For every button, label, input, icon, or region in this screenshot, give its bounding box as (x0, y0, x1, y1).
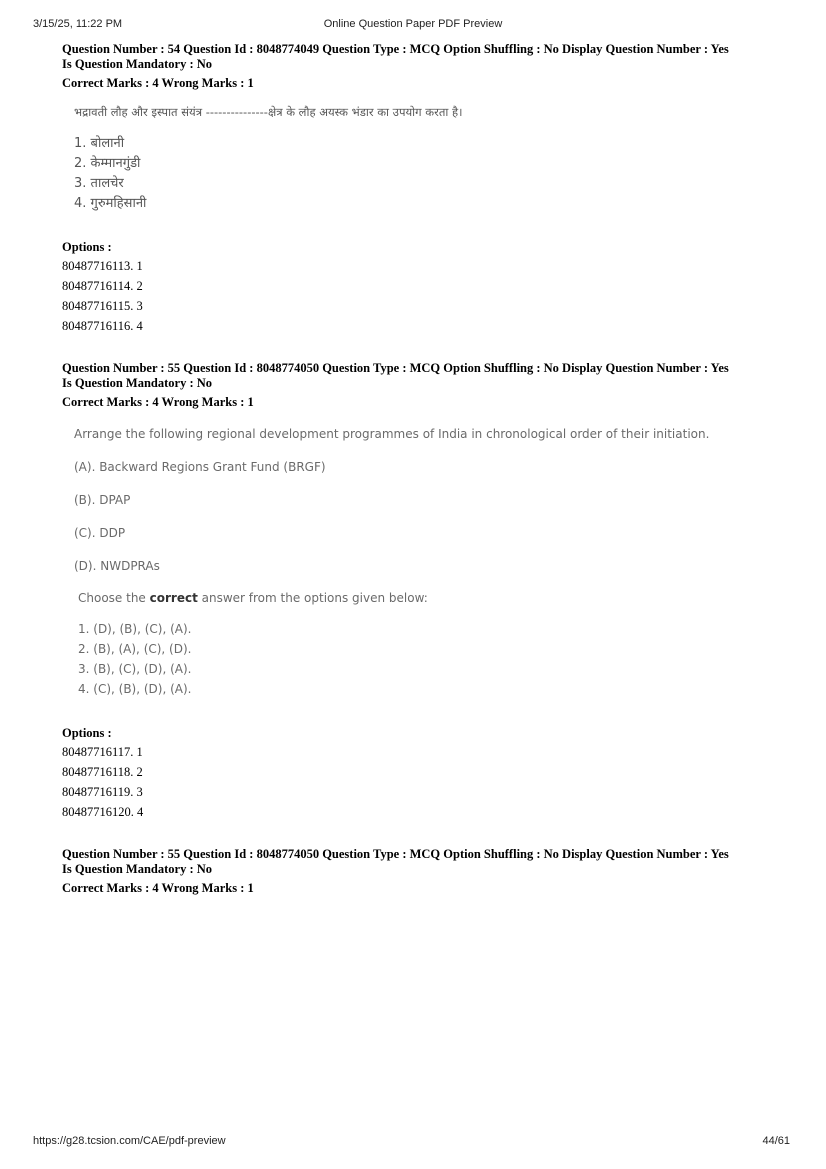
instruction-text: Choose the (78, 591, 150, 605)
page-number: 44/61 (762, 1135, 790, 1147)
question-mandatory-line: Is Question Mandatory : No (62, 376, 213, 390)
document-body (62, 42, 792, 896)
options-label: Options : (62, 240, 112, 254)
question-55-options (62, 724, 792, 822)
choice-list (74, 134, 792, 214)
question-mandatory-line: Is Question Mandatory : No (62, 862, 213, 876)
options-label: Options : (62, 726, 112, 740)
statement-item: (A). Backward Regions Grant Fund (BRGF) (74, 460, 326, 474)
option-id-row: 80487716118. 2 (62, 765, 143, 779)
choice-item: 2. केम्मानगुंडी (74, 156, 141, 171)
question-marks-line: Correct Marks : 4 Wrong Marks : 1 (62, 76, 254, 90)
question-55-repeat-meta (62, 847, 792, 896)
statement-item: (D). NWDPRAs (74, 559, 160, 573)
choice-item: 3. (B), (C), (D), (A). (78, 662, 192, 676)
statement-item: (C). DDP (74, 526, 126, 540)
question-meta-line: Question Number : 55 Question Id : 8048774050 Question Type : MCQ Option Shuffling : No Display Question Number : Yes (62, 361, 729, 375)
print-datetime: 3/15/25, 11:22 PM (33, 18, 123, 30)
option-id-row: 80487716119. 3 (62, 785, 143, 799)
question-54-meta (62, 42, 792, 91)
choice-item: 1. (D), (B), (C), (A). (78, 622, 192, 636)
option-id-row: 80487716120. 4 (62, 805, 144, 819)
choice-item: 1. बोलानी (74, 136, 125, 151)
question-meta-line: Question Number : 55 Question Id : 8048774050 Question Type : MCQ Option Shuffling : No Display Question Number : Yes (62, 847, 729, 861)
choose-instruction (78, 591, 792, 605)
choice-list (78, 619, 792, 699)
statement-item: (B). DPAP (74, 493, 131, 507)
option-id-row: 80487716117. 1 (62, 745, 143, 759)
question-marks-line: Correct Marks : 4 Wrong Marks : 1 (62, 881, 254, 895)
option-id-row: 80487716115. 3 (62, 299, 143, 313)
instruction-emphasis: correct (149, 591, 198, 605)
print-footer (0, 1135, 826, 1151)
question-marks-line: Correct Marks : 4 Wrong Marks : 1 (62, 395, 254, 409)
option-id-row: 80487716116. 4 (62, 319, 143, 333)
print-header (0, 18, 826, 34)
question-text: Arrange the following regional development programmes of India in chronological order of their initiation. (74, 427, 710, 441)
instruction-text: answer from the options given below: (197, 591, 428, 605)
choice-item: 4. (C), (B), (D), (A). (78, 682, 192, 696)
choice-item: 3. तालचेर (74, 176, 124, 191)
choice-item: 2. (B), (A), (C), (D). (78, 642, 192, 656)
question-text: भद्रावती लौह और इस्पात संयंत्र ---------------क्षेत्र के लौह अयस्क भंडार का उपयोग करता है। (74, 105, 463, 119)
option-id-row: 80487716114. 2 (62, 279, 143, 293)
question-55-body (74, 427, 792, 699)
question-meta-line: Question Number : 54 Question Id : 8048774049 Question Type : MCQ Option Shuffling : No Display Question Number : Yes (62, 42, 729, 56)
option-id-row: 80487716113. 1 (62, 259, 143, 273)
question-mandatory-line: Is Question Mandatory : No (62, 57, 213, 71)
question-54-body (74, 105, 792, 214)
print-title: Online Question Paper PDF Preview (323, 18, 503, 30)
print-url: https://g28.tcsion.com/CAE/pdf-preview (33, 1135, 226, 1147)
question-55-meta (62, 361, 792, 410)
choice-item: 4. गुरुमहिसानी (74, 196, 147, 211)
question-54-options (62, 238, 792, 336)
